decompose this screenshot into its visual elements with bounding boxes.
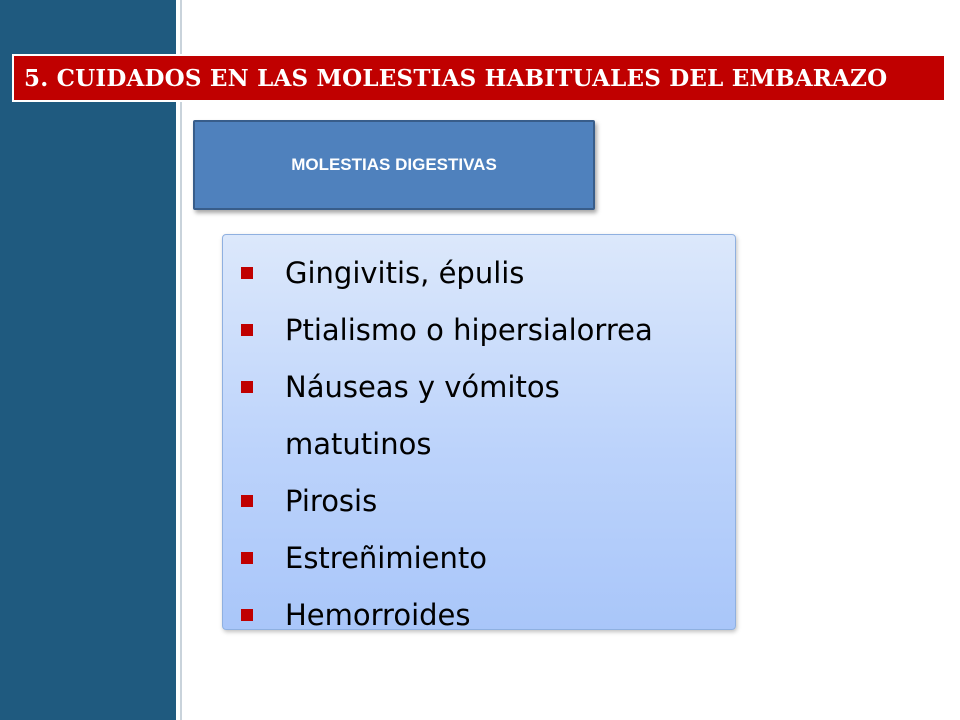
- list-item-label: Pirosis: [285, 484, 378, 518]
- list-item: [223, 359, 735, 473]
- list-item-label: Hemorroides: [285, 598, 471, 632]
- list-item-label: Ptialismo o hipersialorrea: [285, 313, 653, 347]
- square-bullet-icon: [241, 609, 253, 621]
- sidebar-rule: [180, 0, 182, 720]
- list-item-label: Náuseas y vómitos matutinos: [285, 370, 560, 461]
- list-item-label: Estreñimiento: [285, 541, 488, 575]
- symptom-list-box: [222, 234, 736, 630]
- slide-title: 5. CUIDADOS EN LAS MOLESTIAS HABITUALES DEL EMBARAZO: [24, 64, 888, 92]
- symptom-list: [223, 235, 735, 644]
- list-item: [223, 473, 735, 530]
- list-item: [223, 302, 735, 359]
- category-box: [193, 120, 595, 210]
- square-bullet-icon: [241, 267, 253, 279]
- square-bullet-icon: [241, 552, 253, 564]
- square-bullet-icon: [241, 495, 253, 507]
- list-item: [223, 530, 735, 587]
- title-bar: [12, 54, 946, 102]
- square-bullet-icon: [241, 381, 253, 393]
- list-item-label: Gingivitis, épulis: [285, 256, 525, 290]
- category-label: MOLESTIAS DIGESTIVAS: [291, 155, 497, 174]
- square-bullet-icon: [241, 324, 253, 336]
- list-item: [223, 587, 735, 644]
- sidebar-band: [0, 0, 176, 720]
- list-item: [223, 245, 735, 302]
